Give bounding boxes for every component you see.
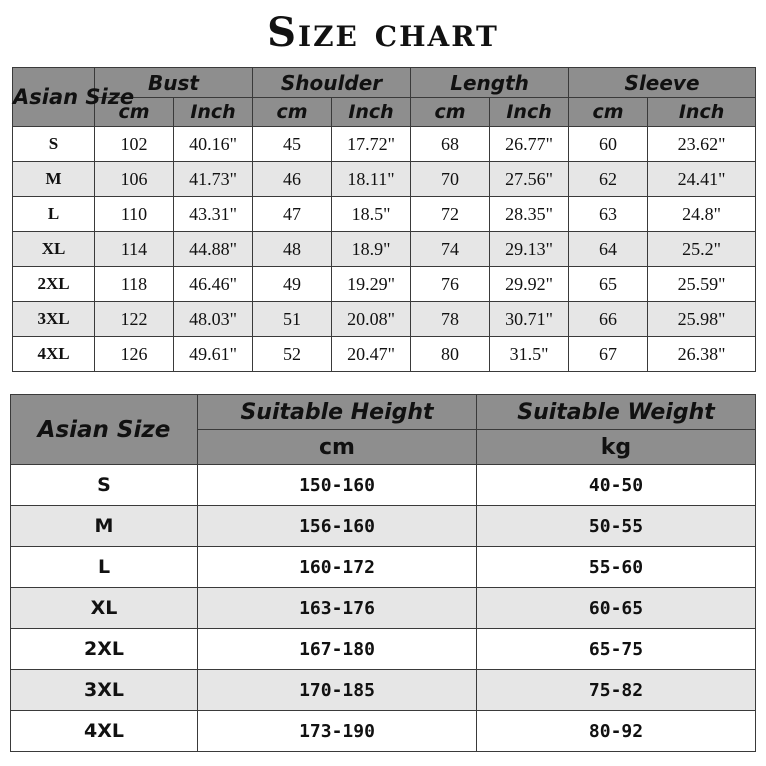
unit-header: cm	[95, 98, 174, 127]
measurement-cell: 46	[253, 162, 332, 197]
height-cell: 170-185	[198, 670, 477, 711]
table-row	[11, 588, 756, 629]
measurement-cell: 31.5"	[490, 337, 569, 372]
table-row	[11, 506, 756, 547]
measurement-cell: 20.47"	[332, 337, 411, 372]
unit-header: Inch	[174, 98, 253, 127]
measurement-cell: 45	[253, 127, 332, 162]
weight-unit-header: kg	[477, 430, 756, 465]
measurement-cell: 25.59"	[648, 267, 756, 302]
measurement-cell: 26.38"	[648, 337, 756, 372]
measurement-cell: 67	[569, 337, 648, 372]
size-cell: 3XL	[13, 302, 95, 337]
measurement-cell: 74	[411, 232, 490, 267]
measurement-cell: 76	[411, 267, 490, 302]
measurement-cell: 106	[95, 162, 174, 197]
table-row	[13, 162, 756, 197]
measurement-cell: 29.13"	[490, 232, 569, 267]
table-row	[11, 670, 756, 711]
measurement-cell: 17.72"	[332, 127, 411, 162]
size-cell: 2XL	[13, 267, 95, 302]
table-row	[13, 127, 756, 162]
table-row	[11, 711, 756, 752]
measurement-cell: 114	[95, 232, 174, 267]
measurement-cell: 18.11"	[332, 162, 411, 197]
height-cell: 173-190	[198, 711, 477, 752]
height-cell: 150-160	[198, 465, 477, 506]
measurement-cell: 72	[411, 197, 490, 232]
unit-header: Inch	[332, 98, 411, 127]
size-cell: L	[11, 547, 198, 588]
table-row	[13, 302, 756, 337]
size-cell: 3XL	[11, 670, 198, 711]
measurement-cell: 49.61"	[174, 337, 253, 372]
measurement-cell: 18.5"	[332, 197, 411, 232]
size-cell: L	[13, 197, 95, 232]
measurement-cell: 27.56"	[490, 162, 569, 197]
fit-table	[10, 394, 756, 752]
height-unit-header: cm	[198, 430, 477, 465]
size-cell: XL	[13, 232, 95, 267]
measurement-cell: 48	[253, 232, 332, 267]
measurement-cell: 47	[253, 197, 332, 232]
measurement-cell: 52	[253, 337, 332, 372]
size-cell: S	[13, 127, 95, 162]
measurement-cell: 29.92"	[490, 267, 569, 302]
measurement-cell: 41.73"	[174, 162, 253, 197]
measurement-cell: 122	[95, 302, 174, 337]
weight-cell: 60-65	[477, 588, 756, 629]
size-cell: S	[11, 465, 198, 506]
table-row	[11, 629, 756, 670]
measurement-cell: 68	[411, 127, 490, 162]
measurement-cell: 110	[95, 197, 174, 232]
measurement-cell: 62	[569, 162, 648, 197]
suitable-weight-header: Suitable Weight	[477, 395, 756, 430]
size-cell: 4XL	[13, 337, 95, 372]
sleeve-header: Sleeve	[569, 68, 756, 98]
unit-header: Inch	[648, 98, 756, 127]
unit-header: cm	[411, 98, 490, 127]
height-cell: 167-180	[198, 629, 477, 670]
table-row	[13, 197, 756, 232]
measurement-cell: 78	[411, 302, 490, 337]
weight-cell: 65-75	[477, 629, 756, 670]
measurement-cell: 102	[95, 127, 174, 162]
table-row	[11, 547, 756, 588]
size-cell: M	[13, 162, 95, 197]
size-cell: M	[11, 506, 198, 547]
size-cell: 4XL	[11, 711, 198, 752]
weight-cell: 80-92	[477, 711, 756, 752]
measurement-cell: 19.29"	[332, 267, 411, 302]
measurement-cell: 70	[411, 162, 490, 197]
height-cell: 156-160	[198, 506, 477, 547]
measurement-cell: 65	[569, 267, 648, 302]
length-header: Length	[411, 68, 569, 98]
measurement-cell: 24.41"	[648, 162, 756, 197]
measurement-cell: 49	[253, 267, 332, 302]
measurement-cell: 20.08"	[332, 302, 411, 337]
table-row	[13, 267, 756, 302]
height-cell: 163-176	[198, 588, 477, 629]
page-title: Size chart	[267, 9, 499, 56]
measurement-cell: 66	[569, 302, 648, 337]
table-row	[13, 232, 756, 267]
measurements-table	[12, 67, 756, 372]
measurement-cell: 80	[411, 337, 490, 372]
measurement-cell: 126	[95, 337, 174, 372]
measurement-cell: 44.88"	[174, 232, 253, 267]
weight-cell: 55-60	[477, 547, 756, 588]
table-row	[13, 337, 756, 372]
asian-size-header: Asian Size	[13, 68, 95, 127]
suitable-height-header: Suitable Height	[198, 395, 477, 430]
measurement-cell: 26.77"	[490, 127, 569, 162]
measurement-cell: 46.46"	[174, 267, 253, 302]
measurement-cell: 60	[569, 127, 648, 162]
measurement-cell: 28.35"	[490, 197, 569, 232]
asian-size-header: Asian Size	[11, 395, 198, 465]
measurement-cell: 18.9"	[332, 232, 411, 267]
measurement-cell: 43.31"	[174, 197, 253, 232]
weight-cell: 50-55	[477, 506, 756, 547]
measurement-cell: 64	[569, 232, 648, 267]
unit-header: Inch	[490, 98, 569, 127]
unit-header: cm	[253, 98, 332, 127]
table-row	[11, 465, 756, 506]
weight-cell: 40-50	[477, 465, 756, 506]
measurement-cell: 23.62"	[648, 127, 756, 162]
measurement-cell: 118	[95, 267, 174, 302]
measurement-cell: 25.98"	[648, 302, 756, 337]
measurement-cell: 40.16"	[174, 127, 253, 162]
size-cell: XL	[11, 588, 198, 629]
measurement-cell: 48.03"	[174, 302, 253, 337]
shoulder-header: Shoulder	[253, 68, 411, 98]
measurement-cell: 30.71"	[490, 302, 569, 337]
measurement-cell: 24.8"	[648, 197, 756, 232]
measurement-cell: 25.2"	[648, 232, 756, 267]
height-cell: 160-172	[198, 547, 477, 588]
size-cell: 2XL	[11, 629, 198, 670]
measurement-cell: 63	[569, 197, 648, 232]
measurement-cell: 51	[253, 302, 332, 337]
weight-cell: 75-82	[477, 670, 756, 711]
bust-header: Bust	[95, 68, 253, 98]
unit-header: cm	[569, 98, 648, 127]
